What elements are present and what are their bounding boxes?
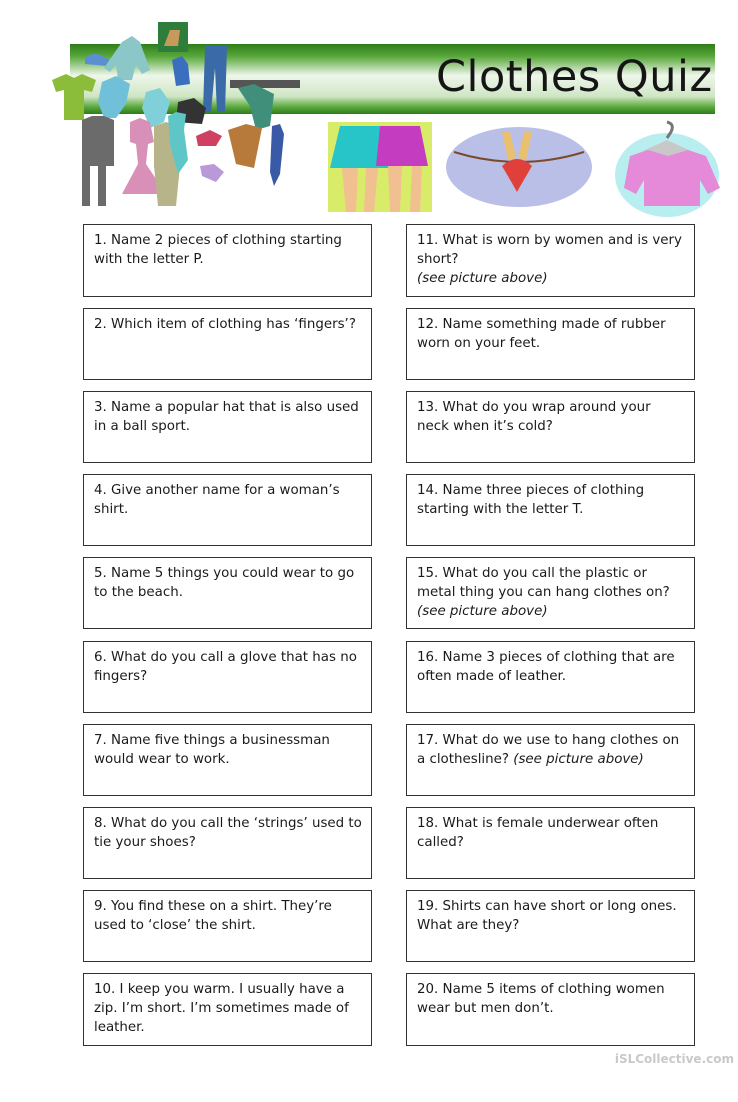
question-box [406,474,695,546]
question-box [83,807,372,879]
question-text: 14. Name three pieces of clothing starting with the letter T. [417,483,645,517]
question-text: 16. Name 3 pieces of clothing that are often made of leather. [417,650,675,684]
question-box [83,890,372,962]
question-text: 13. What do you wrap around your neck when it’s cold? [417,400,651,434]
question-text: 19. Shirts can have short or long ones. What are they? [417,899,677,933]
question-text: 6. What do you call a glove that has no fingers? [94,650,357,684]
question-box [406,807,695,879]
question-note: (see picture above) [417,271,548,286]
question-box [406,224,695,297]
question-box [83,557,372,629]
question-note: (see picture above) [513,752,644,767]
question-text: 20. Name 5 items of clothing women wear but men don’t. [417,982,665,1016]
question-text: 12. Name something made of rubber worn on your feet. [417,317,666,351]
watermark: iSLCollective.com [614,1052,734,1066]
question-text: 8. What do you call the ‘strings’ used to tie your shoes? [94,816,362,850]
question-box [83,724,372,796]
question-text: 7. Name five things a businessman would wear to work. [94,733,330,767]
question-box [406,557,695,629]
question-box [406,391,695,463]
question-box [83,224,372,297]
question-box [83,641,372,713]
question-text: 5. Name 5 things you could wear to go to the beach. [94,566,355,600]
question-text: 1. Name 2 pieces of clothing starting with the letter P. [94,233,342,267]
page-title: Clothes Quiz [436,52,713,102]
question-box [406,973,695,1046]
question-box [83,973,372,1046]
question-text: 4. Give another name for a woman’s shirt. [94,483,340,517]
question-box [406,890,695,962]
question-text: 10. I keep you warm. I usually have a zip. I’m short. I’m sometimes made of leather. [94,982,349,1035]
question-text: 18. What is female underwear often called? [417,816,659,850]
question-text: 17. What do we use to hang clothes on a clothesline? [417,733,680,767]
question-box [83,474,372,546]
question-text: 9. You find these on a shirt. They’re used to ‘close’ the shirt. [94,899,332,933]
question-box [406,641,695,713]
question-box [406,308,695,380]
question-text: 3. Name a popular hat that is also used in a ball sport. [94,400,359,434]
question-text: 15. What do you call the plastic or metal thing you can hang clothes on? [417,566,670,600]
question-box [406,724,695,796]
question-text: 2. Which item of clothing has ‘fingers’? [94,317,356,332]
question-text: 11. What is worn by women and is very short? [417,233,682,267]
question-box [83,308,372,380]
question-box [83,391,372,463]
question-note: (see picture above) [417,604,548,619]
